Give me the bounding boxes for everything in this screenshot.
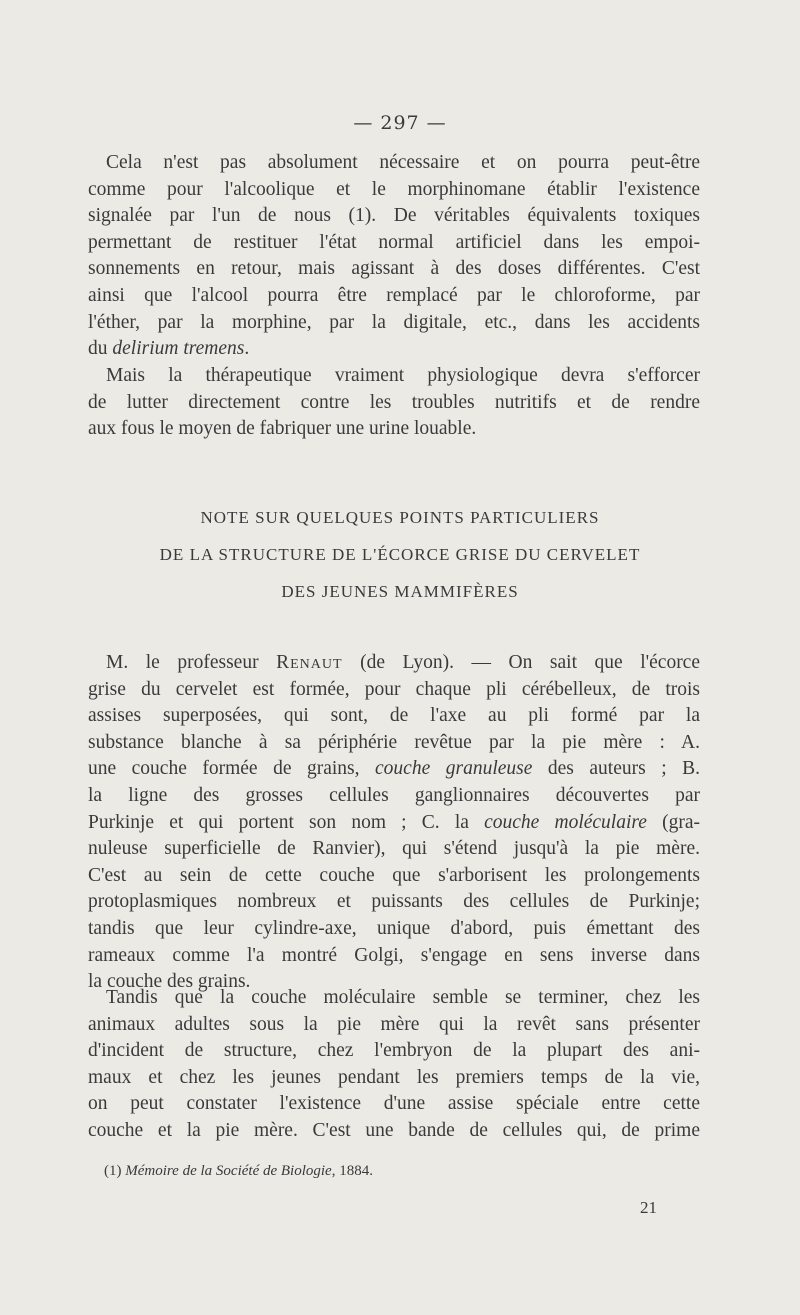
paragraph-3 bbox=[88, 650, 700, 996]
text-line: rameaux comme l'a montré Golgi, s'engage en sens inverse dans bbox=[88, 944, 700, 966]
text-line: animaux adultes sous la pie mère qui la revêt sans présenter bbox=[88, 1013, 700, 1035]
text-line: couche et la pie mère. C'est une bande de cellules qui, de prime bbox=[88, 1119, 700, 1141]
text-fragment: . bbox=[244, 338, 250, 360]
text-fragment: (gra- bbox=[646, 811, 700, 833]
text-line bbox=[88, 810, 700, 837]
text-line bbox=[88, 336, 700, 363]
text-line: C'est au sein de cette couche que s'arborisent les prolongements bbox=[88, 864, 700, 886]
text-fragment: M. le professeur bbox=[106, 652, 277, 673]
text-line: substance blanche à sa périphérie revêtue par la pie mère : A. bbox=[88, 731, 700, 753]
paragraph-2 bbox=[88, 363, 700, 443]
text-line: maux et chez les jeunes pendant les premiers temps de la vie, bbox=[88, 1066, 700, 1088]
text-line: Mais la thérapeutique vraiment physiologique devra s'efforcer bbox=[106, 365, 700, 386]
text-line: de lutter directement contre les troubles nutritifs et de rendre bbox=[88, 391, 700, 413]
text-line: comme pour l'alcoolique et le morphinomane établir l'existence bbox=[88, 178, 700, 200]
text-line: la ligne des grosses cellules ganglionnaires découvertes par bbox=[88, 784, 700, 806]
text-line: sonnements en retour, mais agissant à des doses différentes. C'est bbox=[88, 258, 700, 280]
section-heading-line-3: DES JEUNES MAMMIFÈRES bbox=[281, 582, 519, 601]
text-line: l'éther, par la morphine, par la digitale, etc., dans les accidents bbox=[88, 311, 700, 333]
text-line: ainsi que l'alcool pourra être remplacé par le chloroforme, par bbox=[88, 284, 700, 306]
text-fragment: Purkinje et qui portent son nom ; C. la bbox=[88, 811, 485, 833]
footnote-title: Mémoire de la Société de Biologie bbox=[125, 1163, 332, 1179]
text-line: nuleuse superficielle de Ranvier), qui s'étend jusqu'à la pie mère. bbox=[88, 838, 700, 860]
section-heading-line-2: DE LA STRUCTURE DE L'ÉCORCE GRISE DU CERVELET bbox=[159, 545, 641, 564]
paragraph-4 bbox=[88, 985, 700, 1145]
paragraph-1 bbox=[88, 150, 700, 363]
text-line: on peut constater l'existence d'une assise spéciale entre cette bbox=[88, 1093, 700, 1115]
italic-term: delirium tremens bbox=[112, 338, 245, 360]
text-line bbox=[88, 650, 700, 677]
italic-term: couche moléculaire bbox=[484, 811, 647, 833]
text-fragment: du bbox=[88, 338, 113, 360]
text-line: Cela n'est pas absolument nécessaire et on pourra peut-être bbox=[106, 152, 700, 173]
text-fragment: (de Lyon). — On sait que l'écorce bbox=[342, 652, 700, 673]
text-line bbox=[88, 756, 700, 783]
text-fragment: une couche formée de grains, bbox=[88, 758, 376, 780]
text-line: assises superposées, qui sont, de l'axe au pli formé par la bbox=[88, 705, 700, 727]
footnote bbox=[104, 1163, 373, 1180]
text-line: aux fous le moyen de fabriquer une urine louable. bbox=[88, 418, 477, 440]
text-line: grise du cervelet est formée, pour chaque pli cérébelleux, de trois bbox=[88, 678, 700, 700]
text-line: la couche des grains. bbox=[88, 971, 251, 993]
signature-mark: 21 bbox=[640, 1198, 657, 1217]
text-line: protoplasmiques nombreux et puissants des cellules de Purkinje; bbox=[88, 891, 700, 913]
text-line: signalée par l'un de nous (1). De véritables équivalents toxiques bbox=[88, 205, 700, 227]
author-name: Renaut bbox=[276, 652, 343, 673]
text-fragment: des auteurs ; B. bbox=[532, 758, 700, 780]
footnote-marker: (1) bbox=[104, 1163, 126, 1179]
text-line: tandis que leur cylindre-axe, unique d'abord, puis émettant des bbox=[88, 917, 700, 939]
footnote-year: , 1884. bbox=[331, 1163, 373, 1179]
text-line: permettant de restituer l'état normal artificiel dans les empoi- bbox=[88, 231, 700, 253]
section-heading-line-1: NOTE SUR QUELQUES POINTS PARTICULIERS bbox=[200, 508, 600, 527]
italic-term: couche granuleuse bbox=[375, 758, 533, 780]
text-line: d'incident de structure, chez l'embryon de la plupart des ani- bbox=[88, 1040, 700, 1062]
text-line: Tandis que la couche moléculaire semble se terminer, chez les bbox=[106, 987, 700, 1008]
page-number: — 297 — bbox=[353, 112, 447, 134]
